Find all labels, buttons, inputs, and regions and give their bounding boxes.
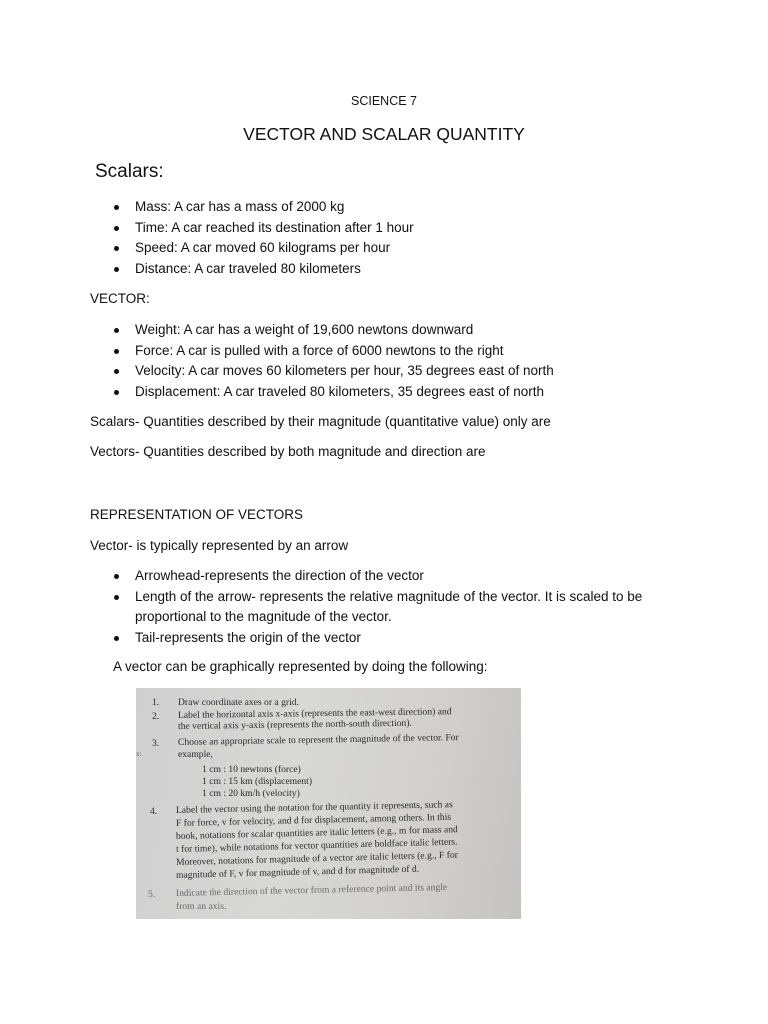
photo-line: book, notations for scalar quantities are italic letters (e.g., m for mass and: [175, 824, 458, 842]
list-item-line: proportional to the magnitude of the vector.: [135, 609, 392, 624]
photo-line: 1 cm : 20 km/h (velocity): [202, 788, 300, 799]
step-number: 3.: [152, 738, 160, 749]
step-number: 4.: [150, 806, 158, 817]
photo-line: F for force, v for velocity, and d for displacement, among others. In this: [175, 811, 452, 829]
scalars-list: [135, 197, 414, 279]
step-number: 2.: [152, 711, 160, 722]
scalars-definition: Scalars- Quantities described by their magnitude (quantitative value) only are: [90, 414, 551, 429]
scalars-heading: Scalars:: [95, 161, 164, 182]
list-item: Mass: A car has a mass of 2000 kg: [135, 197, 414, 218]
photo-line: 1 cm : 10 newtons (force): [202, 764, 301, 775]
photo-line: Moreover, notations for magnitude of a vector are italic letters (e.g., F for: [175, 849, 459, 868]
photo-line: Choose an appropriate scale to represent the magnitude of the vector. For: [177, 732, 459, 748]
list-item: Tail-represents the origin of the vector: [135, 628, 642, 649]
photo-line: t for time), while notations for vector quantities are boldface italic letters.: [175, 836, 458, 855]
vectors-definition: Vectors- Quantities described by both magnitude and direction are: [90, 444, 486, 459]
step-number: 1.: [152, 697, 160, 708]
graphical-intro: A vector can be graphically represented by doing the following:: [113, 659, 488, 674]
list-item: Weight: A car has a weight of 19,600 newtons downward: [135, 320, 554, 341]
list-item: Distance: A car traveled 80 kilometers: [135, 259, 414, 280]
list-item: Displacement: A car traveled 80 kilometers, 35 degrees east of north: [135, 382, 554, 403]
photo-line: Label the vector using the notation for the quantity it represents, such as: [175, 799, 453, 816]
list-item: [135, 587, 642, 628]
list-item: Arrowhead-represents the direction of the vector: [135, 566, 642, 587]
representation-heading: REPRESENTATION OF VECTORS: [90, 507, 304, 522]
representation-intro: Vector- is typically represented by an arrow: [90, 538, 349, 553]
representation-list: [135, 566, 642, 648]
photo-line: from an axis.: [176, 901, 227, 912]
step-number: 5.: [148, 889, 156, 900]
textbook-photo: [136, 688, 521, 919]
document-title: VECTOR AND SCALAR QUANTITY: [243, 124, 525, 144]
photo-line: Label the horizontal axis x-axis (represents the east-west direction) and: [177, 706, 452, 721]
photo-line: the vertical axis y-axis (represents the north-south direction).: [177, 717, 412, 732]
subject-label: SCIENCE 7: [351, 94, 417, 108]
list-item: Time: A car reached its destination after 1 hour: [135, 218, 414, 239]
photo-line: 1 cm : 15 km (displacement): [202, 776, 313, 787]
photo-line: Indicate the direction of the vector from a reference point and its angle: [175, 881, 448, 899]
vectors-list: [135, 320, 554, 402]
photo-line: example,: [178, 749, 213, 760]
list-item-line: Length of the arrow- represents the relative magnitude of the vector. It is scaled to be: [135, 588, 643, 604]
list-item: Force: A car is pulled with a force of 6000 newtons to the right: [135, 341, 554, 362]
list-item: Velocity: A car moves 60 kilometers per hour, 35 degrees east of north: [135, 361, 554, 382]
photo-line: Draw coordinate axes or a grid.: [178, 697, 299, 708]
vector-heading: VECTOR:: [90, 291, 150, 306]
margin-mark: x:: [136, 750, 142, 758]
photo-line: magnitude of F, v for magnitude of v, and d for magnitude of d.: [175, 863, 420, 881]
list-item: Speed: A car moved 60 kilograms per hour: [135, 238, 414, 259]
